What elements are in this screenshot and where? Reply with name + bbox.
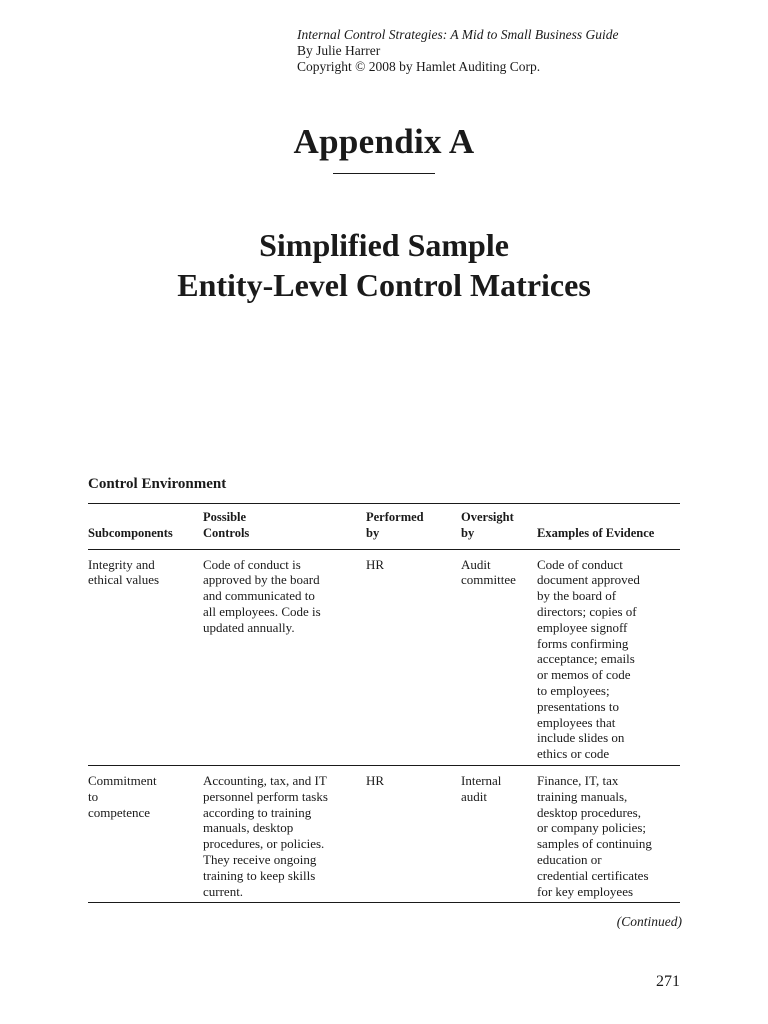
column-header-performed-by: Performed by [366,510,424,540]
possible-controls-cell: Accounting, tax, and IT personnel perform tasks according to training manuals, desktop procedures, or policies. They receive ongoing training to keep skills current. [203,772,328,899]
control-matrix-table [88,503,680,903]
author-line: By Julie Harrer [297,43,381,58]
evidence-cell: Code of conduct document approved by the board of directors; copies of employee signoff forms confirming acceptance; emails or memos of code to employees; presentations to employees that include slides on ethics or code [537,556,640,762]
possible-controls-cell: Code of conduct is approved by the board and communicated to all employees. Code is updated annually. [203,556,321,635]
running-header [297,27,619,75]
oversight-by-cell: Internal audit [461,772,502,804]
page-number: 271 [656,973,680,990]
evidence-cell: Finance, IT, tax training manuals, desktop procedures, or company policies; samples of continuing education or credential certificates for key employees [537,772,652,899]
copyright-line: Copyright © 2008 by Hamlet Auditing Corp. [297,59,541,74]
performed-by-cell: HR [366,556,385,572]
chapter-title-line-1: Simplified Sample [259,227,509,263]
title-underline [333,173,435,174]
continued-note: (Continued) [616,914,682,929]
column-header-oversight-by: Oversight by [461,510,514,540]
appendix-title: Appendix A [293,122,475,161]
column-header-examples-of-evidence: Examples of Evidence [537,525,655,540]
section-heading: Control Environment [88,476,227,492]
performed-by-cell: HR [366,772,385,788]
table-row [88,550,680,766]
table-header-row [88,504,680,550]
chapter-title-line-2: Entity-Level Control Matrices [177,267,591,303]
chapter-title [0,225,768,305]
book-title: Internal Control Strategies: A Mid to Small Business Guide [297,27,619,42]
column-header-subcomponents: Subcomponents [88,525,173,540]
oversight-by-cell: Audit committee [461,556,516,588]
subcomponent-cell: Commitment to competence [88,772,157,820]
table-row [88,766,680,903]
subcomponent-cell: Integrity and ethical values [88,556,160,588]
column-header-possible-controls: Possible Controls [203,510,250,540]
